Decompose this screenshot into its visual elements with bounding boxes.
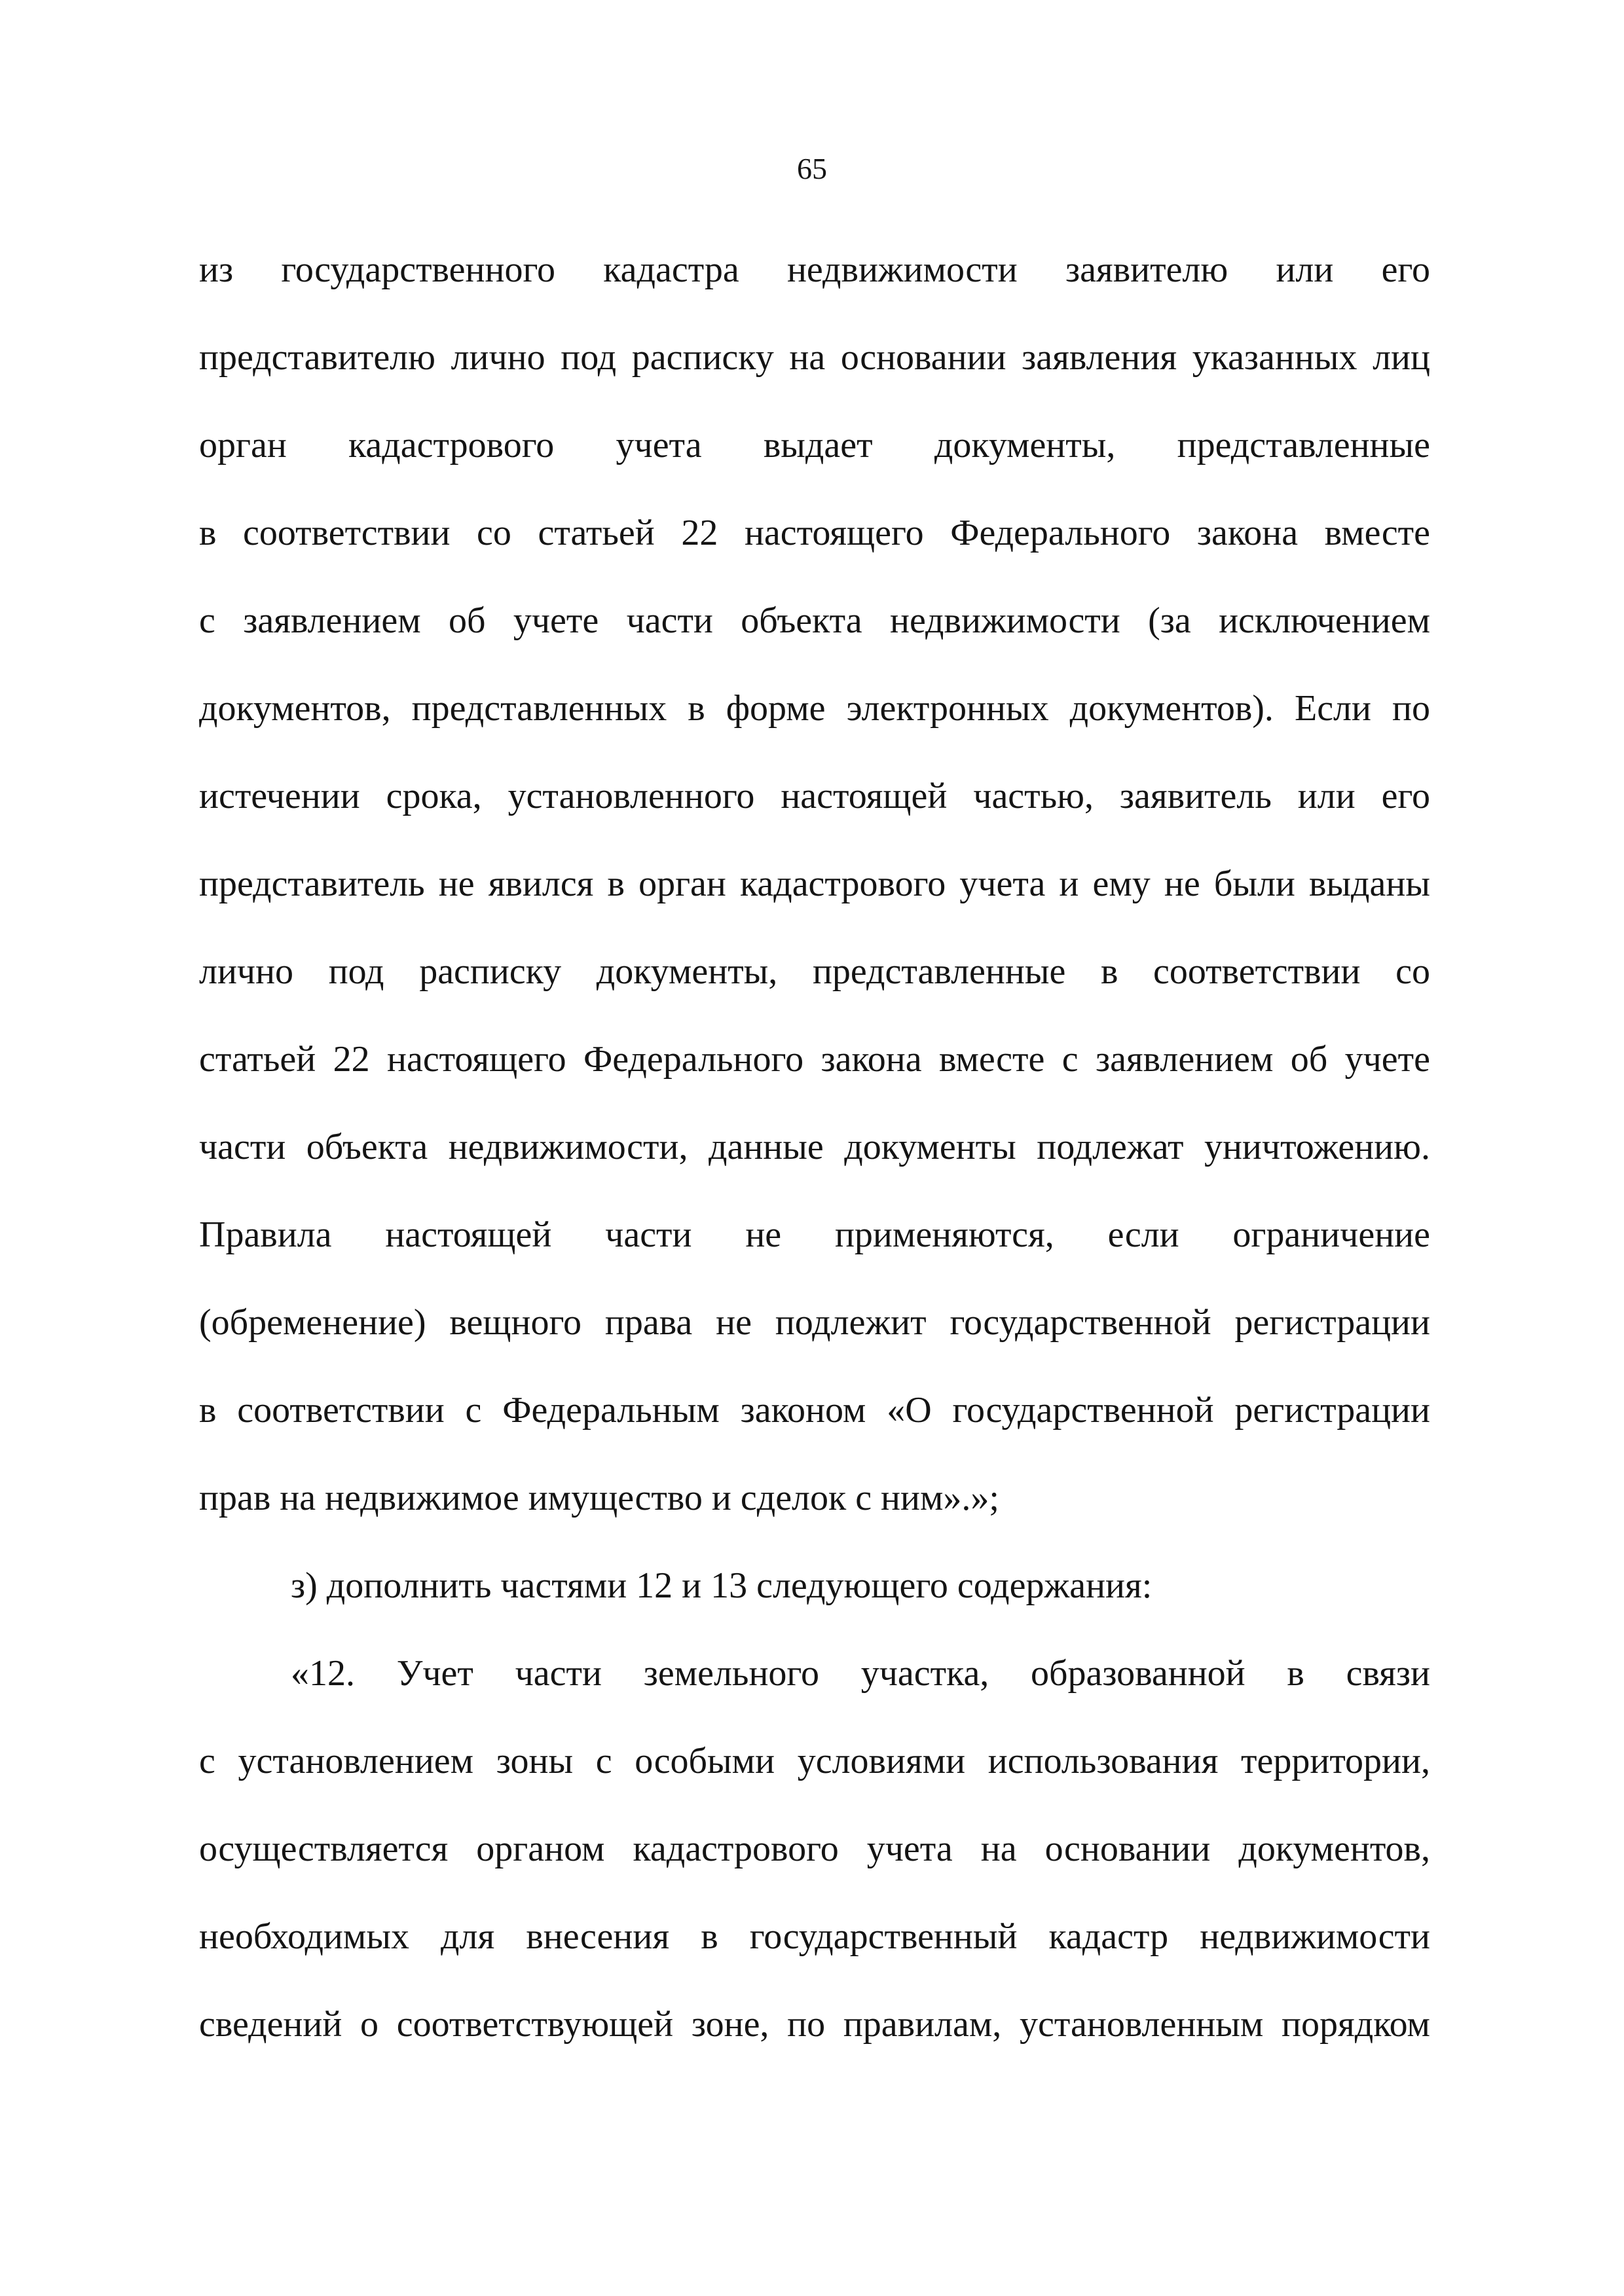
text-line: из государственного кадастра недвижимости заявителю или его (199, 249, 1430, 290)
text-line: необходимых для внесения в государственный кадастр недвижимости (199, 1916, 1430, 1957)
text-line: з) дополнить частями 12 и 13 следующего содержания: (291, 1565, 1153, 1606)
text-line: в соответствии с Федеральным законом «О государственной регистрации (199, 1390, 1430, 1430)
text-line: «12. Учет части земельного участка, образованной в связи (291, 1653, 1430, 1694)
text-line: осуществляется органом кадастрового учета на основании документов, (199, 1829, 1430, 1869)
text-line: истечении срока, установленного настоящей частью, заявитель или его (199, 776, 1430, 816)
text-line: представителю лично под расписку на основании заявления указанных лиц (199, 337, 1430, 378)
text-line: документов, представленных в форме электронных документов). Если по (199, 688, 1430, 729)
text-line: прав на недвижимое имущество и сделок с ним».»; (199, 1478, 999, 1518)
text-line: орган кадастрового учета выдает документы, представленные (199, 425, 1430, 465)
text-line: части объекта недвижимости, данные документы подлежат уничтожению. (199, 1127, 1430, 1167)
text-line: сведений о соответствующей зоне, по правилам, установленным порядком (199, 2004, 1430, 2045)
text-line: Правила настоящей части не применяются, если ограничение (199, 1214, 1430, 1255)
text-line: с установлением зоны с особыми условиями использования территории, (199, 1741, 1430, 1781)
text-line: с заявлением об учете части объекта недвижимости (за исключением (199, 600, 1430, 641)
page-number: 65 (797, 152, 827, 185)
text-line: представитель не явился в орган кадастрового учета и ему не были выданы (199, 864, 1430, 904)
text-line: (обременение) вещного права не подлежит государственной регистрации (199, 1302, 1430, 1343)
text-line: в соответствии со статьей 22 настоящего Федерального закона вместе (199, 513, 1430, 553)
text-line: лично под расписку документы, представленные в соответствии со (199, 951, 1430, 992)
text-line: статьей 22 настоящего Федерального закона вместе с заявлением об учете (199, 1039, 1430, 1080)
